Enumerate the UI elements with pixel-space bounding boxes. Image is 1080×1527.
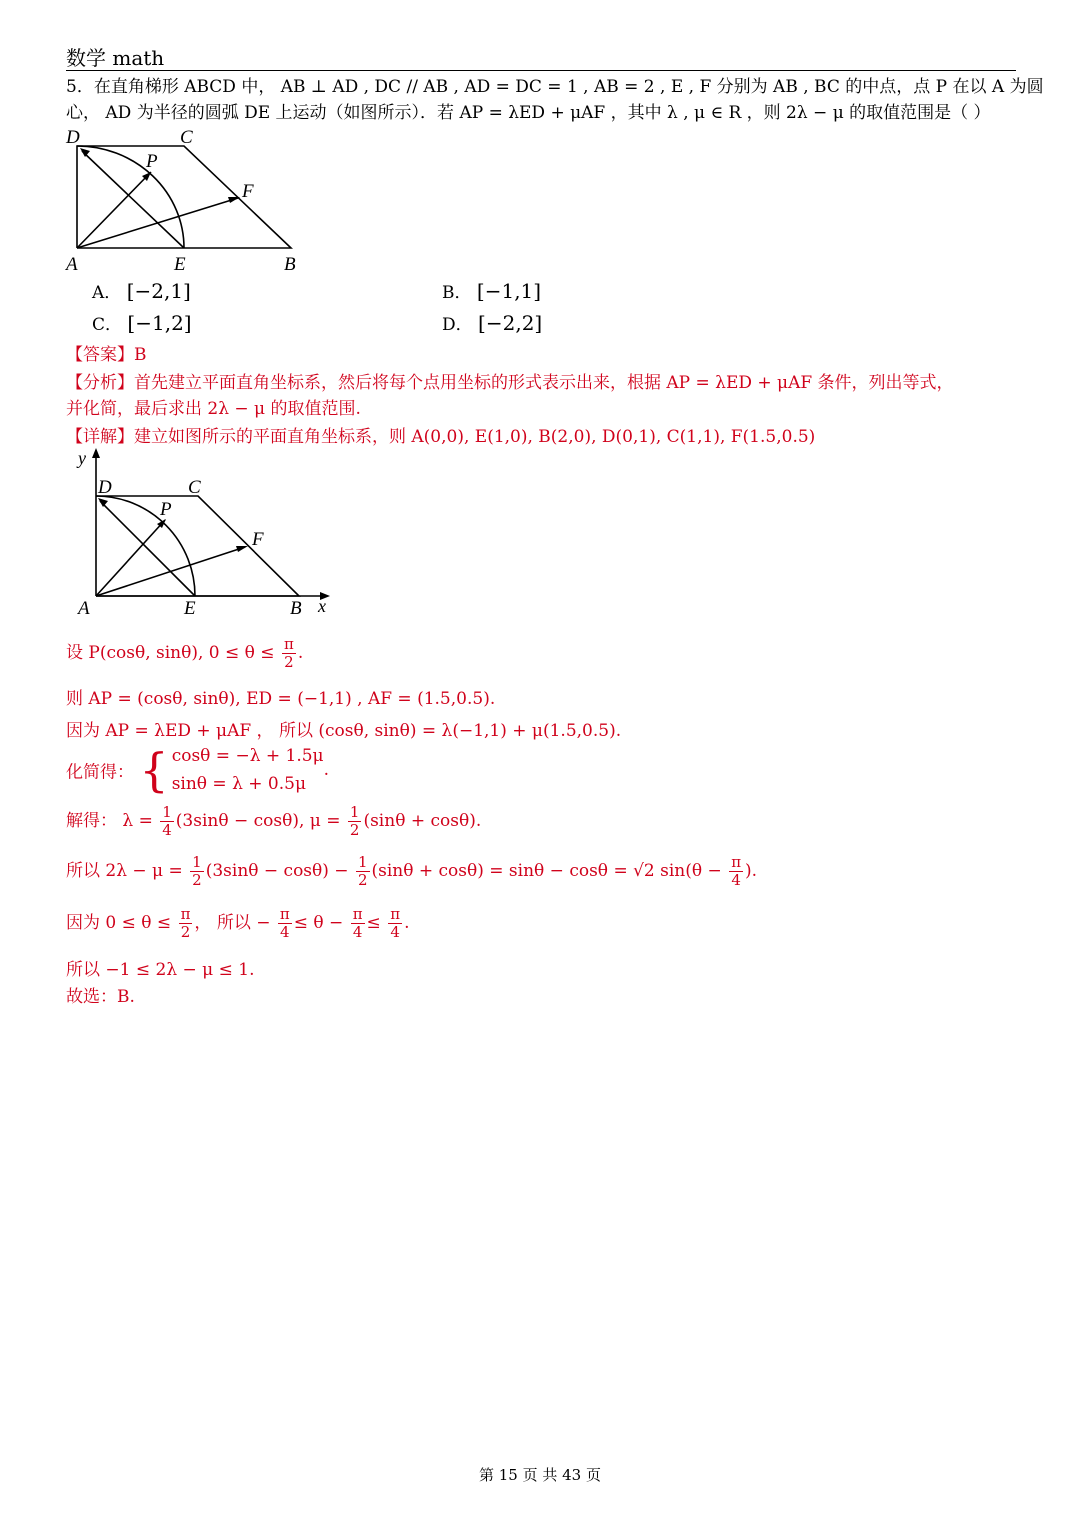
step-vectors: 则 AP = (cosθ, sinθ), ED = (−1,1) , AF = (1.5,0.5). — [66, 689, 496, 709]
analysis-line-2: 并化简，最后求出 2λ − μ 的取值范围. — [66, 399, 361, 419]
system-row-1: cosθ = −λ + 1.5μ — [171, 746, 324, 766]
arrowhead-af-2 — [236, 546, 248, 552]
question-line-1: 5．在直角梯形 ABCD 中， AB ⊥ AD , DC // AB , AD = DC = 1 , AB = 2 , E , F 分别为 AB , BC 的中点，点 P 在以 A 为圆 — [66, 77, 1044, 97]
detail-line: 【详解】建立如图所示的平面直角坐标系，则 A(0,0), E(1,0), B(2,0), D(0,1), C(1,1), F(1.5,0.5) — [66, 427, 816, 447]
header-divider — [66, 70, 1016, 71]
option-b: B． [−1,1] — [442, 279, 542, 303]
step-so-2: 所以 −1 ≤ 2λ − μ ≤ 1. — [66, 960, 255, 980]
label-c: C — [180, 127, 193, 148]
label-c-2: C — [188, 477, 201, 498]
label-d-2: D — [98, 477, 112, 498]
label-x: x — [318, 596, 326, 616]
analysis-line-1: 【分析】首先建立平面直角坐标系，然后将每个点用坐标的形式表示出来，根据 AP = λED + μAF 条件，列出等式， — [66, 373, 954, 393]
page-header-title: 数学 math — [66, 46, 165, 70]
arrowhead-ed-2 — [98, 498, 108, 507]
page-footer: 第 15 页 共 43 页 — [478, 1466, 601, 1484]
arrowhead-af — [228, 197, 240, 203]
figure-coordinate-system — [66, 446, 336, 622]
vector-ed-2 — [100, 501, 195, 596]
arrowhead-ed — [80, 148, 90, 157]
label-p-2: P — [160, 499, 172, 520]
y-axis-arrow — [92, 448, 100, 458]
option-a: A． [−2,1] — [92, 279, 191, 303]
label-b-2: B — [290, 598, 302, 619]
label-y: y — [78, 448, 86, 468]
label-e-2: E — [184, 598, 196, 619]
step-choose: 故选：B. — [66, 987, 135, 1007]
option-c: C． [−1,2] — [92, 311, 192, 335]
question-line-2: 心， AD 为半径的圆弧 DE 上运动（如图所示）．若 AP = λED + μAF ，其中 λ , μ ∈ R ，则 2λ − μ 的取值范围是（ ） — [66, 103, 991, 123]
trapezoid-outline — [77, 146, 291, 248]
step-because-2: 因为 0 ≤ θ ≤ $\frac{\pi}{2}$ ， 所以 − $\frac{\pi}{4}$ ≤ θ − $\frac{\pi}{4}$ ≤ $\frac{\pi}{4}$ . — [66, 905, 410, 941]
trapezoid-outline-2 — [96, 496, 299, 596]
label-e: E — [174, 254, 186, 274]
option-d: D． [−2,2] — [442, 311, 543, 335]
answer-line: 【答案】B — [66, 345, 147, 365]
step-because: 因为 AP = λED + μAF ， 所以 (cosθ, sinθ) = λ(−1,1) + μ(1.5,0.5). — [66, 721, 622, 741]
step-simplify: 化简得： { cosθ = −λ + 1.5μ sinθ = λ + 0.5μ . — [66, 743, 330, 797]
label-a-2: A — [78, 598, 90, 619]
label-b: B — [284, 254, 296, 274]
label-a: A — [66, 254, 78, 274]
label-d: D — [66, 127, 80, 148]
label-f-2: F — [252, 529, 264, 550]
label-p: P — [146, 151, 158, 172]
system-row-2: sinθ = λ + 0.5μ — [171, 774, 306, 794]
step-set-p: 设 P(cosθ, sinθ), 0 ≤ θ ≤ $\frac{\pi}{2}$ . — [66, 635, 304, 671]
figure-trapezoid — [62, 126, 312, 274]
step-so-1: 所以 2λ − μ = $\frac{1}{2}$ (3sinθ − cosθ) − $\frac{1}{2}$ (sinθ + cosθ) = sinθ − cosθ = √2 sin(θ − $\frac{\pi}{4}$ ). — [66, 853, 758, 889]
vector-ed — [82, 151, 184, 248]
step-solve: 解得： λ = $\frac{1}{4}$ (3sinθ − cosθ), μ = $\frac{1}{2}$ (sinθ + cosθ). — [66, 803, 482, 839]
label-f: F — [242, 181, 254, 202]
